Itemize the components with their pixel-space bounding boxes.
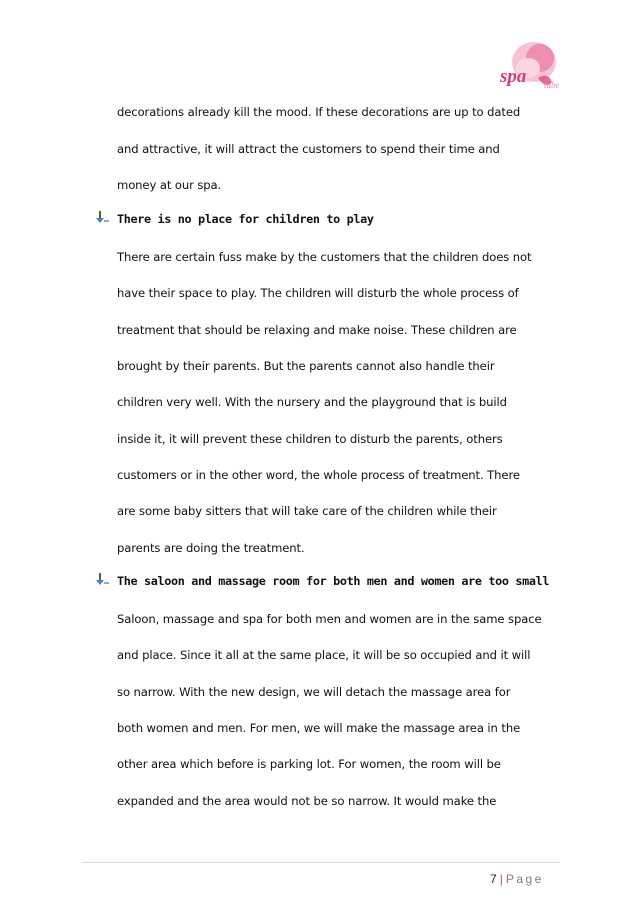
body-line: are some baby sitters that will take care of the children while their bbox=[117, 504, 497, 518]
body-line: expanded and the area would not be so narrow. It would make the bbox=[117, 794, 497, 808]
body-line: customers or in the other word, the whole process of treatment. There bbox=[117, 468, 520, 482]
body-line: so narrow. With the new design, we will detach the massage area for bbox=[117, 685, 511, 699]
body-line: both women and men. For men, we will make the massage area in the bbox=[117, 721, 521, 735]
body-line: Saloon, massage and spa for both men and women are in the same space bbox=[117, 612, 542, 626]
section-heading: The saloon and massage room for both men and women are too small bbox=[117, 574, 550, 588]
body-line: decorations already kill the mood. If these decorations are up to dated bbox=[117, 105, 521, 119]
body-line: children very well. With the nursery and the playground that is build bbox=[117, 395, 507, 409]
page-footer bbox=[490, 872, 544, 886]
body-line: and place. Since it all at the same place, it will be so occupied and it will bbox=[117, 648, 531, 662]
svg-text:spa: spa bbox=[500, 66, 527, 87]
body-line: and attractive, it will attract the customers to spend their time and bbox=[117, 142, 500, 156]
page-number: 7 bbox=[490, 872, 497, 886]
body-line: money at our spa. bbox=[117, 178, 222, 192]
body-line: treatment that should be relaxing and make noise. These children are bbox=[117, 323, 517, 337]
footer-divider bbox=[82, 862, 560, 863]
page-label: Page bbox=[505, 872, 544, 886]
body-line: parents are doing the treatment. bbox=[117, 541, 305, 555]
svg-text:tube: tube bbox=[544, 80, 560, 90]
bullet-arrow-icon bbox=[96, 573, 109, 586]
body-line: other area which before is parking lot. For women, the room will be bbox=[117, 757, 501, 771]
section-heading: There is no place for children to play bbox=[117, 212, 374, 226]
body-line: have their space to play. The children will disturb the whole process of bbox=[117, 286, 519, 300]
body-line: There are certain fuss make by the customers that the children does not bbox=[117, 250, 532, 264]
body-line: inside it, it will prevent these children to disturb the parents, others bbox=[117, 432, 503, 446]
footer-separator: | bbox=[499, 872, 503, 886]
spa-logo-icon bbox=[494, 38, 564, 96]
body-line: brought by their parents. But the parents cannot also handle their bbox=[117, 359, 495, 373]
bullet-arrow-icon bbox=[96, 211, 109, 224]
